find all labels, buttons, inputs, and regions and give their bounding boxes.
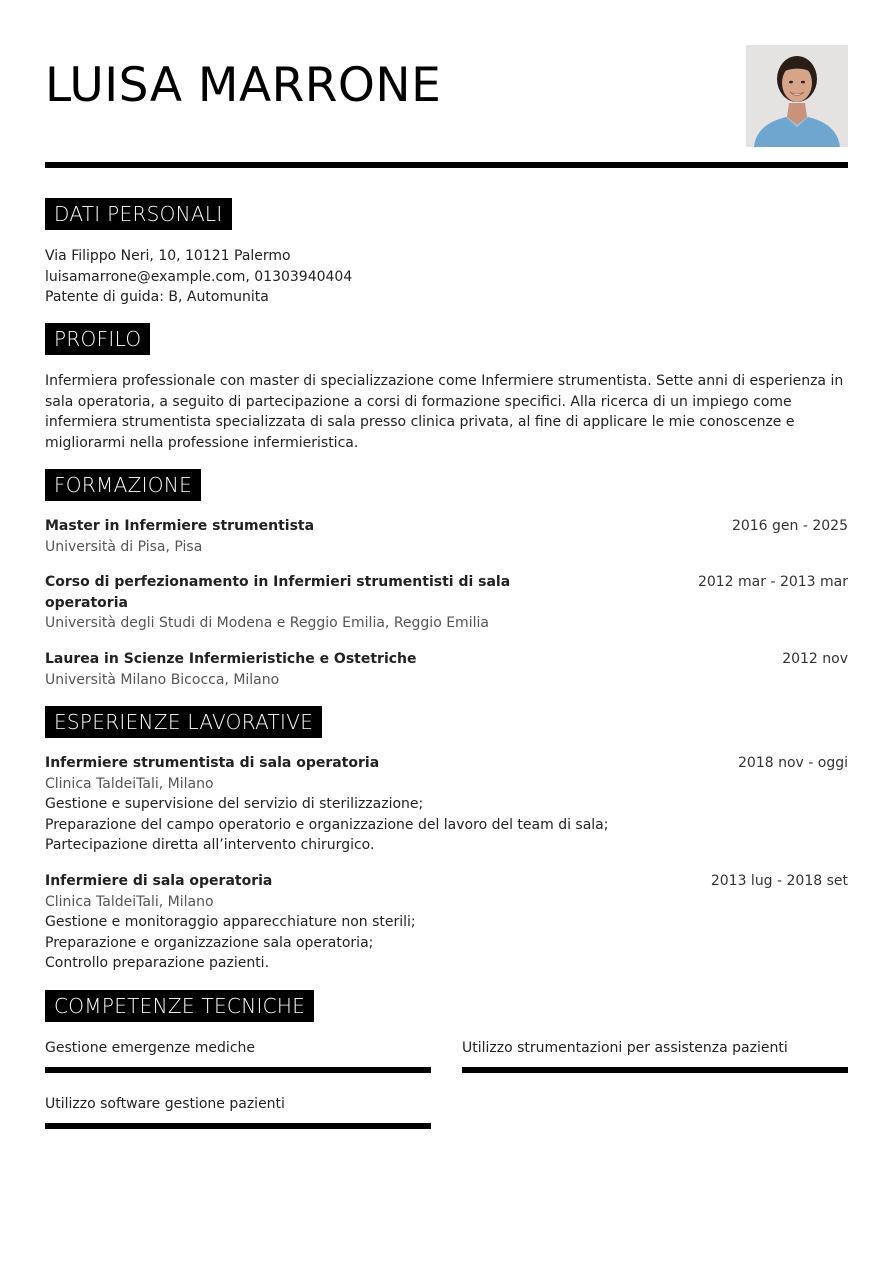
personal-driving-license: Patente di guida: B, Automunita: [45, 289, 269, 305]
section-title-education: FORMAZIONE: [45, 469, 201, 501]
education-entry: [45, 516, 848, 557]
header-divider: [45, 162, 848, 168]
experience-duty: Preparazione e organizzazione sala operatoria;: [45, 934, 374, 951]
experience-duty: Gestione e monitoraggio apparecchiature non sterili;: [45, 914, 416, 931]
experience-date: 2018 nov - oggi: [738, 755, 848, 771]
experience-duty: Partecipazione diretta all’intervento chirurgico.: [45, 837, 375, 854]
profile-summary: Infermiera professionale con master di specializzazione come Infermiere strumentista. Sette anni di esperienza in sala operatoria, a seguito di partecipazione a corsi di formazione specifici. Alla ricerca di un impiego come infermiera strumentista specializzata di sala presso clinica privata, al fine di applicare le mie conoscenze e migliorarmi nella professione infermieristica.: [45, 373, 844, 451]
education-date: 2016 gen - 2025: [731, 518, 848, 534]
education-date: 2012 nov: [782, 651, 848, 667]
skill-label: Utilizzo strumentazioni per assistenza pazienti: [462, 1040, 788, 1056]
personal-address: Via Filippo Neri, 10, 10121 Palermo: [45, 248, 291, 264]
education-title: Laurea in Scienze Infermieristiche e Ostetriche: [45, 651, 417, 667]
section-title-experience: ESPERIENZE LAVORATIVE: [45, 706, 322, 738]
experience-title: Infermiere di sala operatoria: [45, 873, 273, 889]
education-institution: Università degli Studi di Modena e Reggio Emilia, Reggio Emilia: [45, 615, 489, 632]
education-title: Corso di perfezionamento in Infermieri strumentisti di sala operatoria: [45, 574, 511, 611]
personal-contact: luisamarrone@example.com, 01303940404: [45, 269, 353, 285]
experience-entry: [45, 753, 848, 856]
education-institution: Università di Pisa, Pisa: [45, 538, 203, 555]
profile-photo: [746, 45, 848, 147]
skill-item: [45, 1038, 431, 1073]
education-entry: [45, 649, 848, 690]
experience-company: Clinica TaldeiTali, Milano: [45, 893, 214, 910]
skill-level-bar: [45, 1123, 431, 1129]
education-title: Master in Infermiere strumentista: [45, 518, 315, 534]
experience-duty: Controllo preparazione pazienti.: [45, 955, 270, 972]
education-institution: Università Milano Bicocca, Milano: [45, 671, 280, 688]
skill-level-bar: [462, 1067, 848, 1073]
candidate-name: LUISA MARRONE: [45, 58, 442, 113]
section-title-profile: PROFILO: [45, 323, 150, 355]
education-date: 2012 mar - 2013 mar: [697, 574, 848, 590]
experience-date: 2013 lug - 2018 set: [710, 873, 848, 889]
skill-item: [45, 1094, 431, 1129]
skill-label: Gestione emergenze mediche: [45, 1040, 256, 1056]
section-title-skills: COMPETENZE TECNICHE: [45, 990, 314, 1022]
experience-duty: Preparazione del campo operatorio e organizzazione del lavoro del team di sala;: [45, 816, 609, 833]
skill-label: Utilizzo software gestione pazienti: [45, 1096, 285, 1112]
portrait-illustration: [746, 45, 848, 147]
skill-level-bar: [45, 1067, 431, 1073]
education-entry: [45, 572, 848, 634]
section-title-personal: DATI PERSONALI: [45, 198, 232, 230]
experience-title: Infermiere strumentista di sala operatoria: [45, 755, 380, 771]
experience-company: Clinica TaldeiTali, Milano: [45, 775, 214, 792]
experience-entry: [45, 871, 848, 974]
experience-duty: Gestione e supervisione del servizio di sterilizzazione;: [45, 796, 424, 813]
skill-item: [462, 1038, 848, 1073]
